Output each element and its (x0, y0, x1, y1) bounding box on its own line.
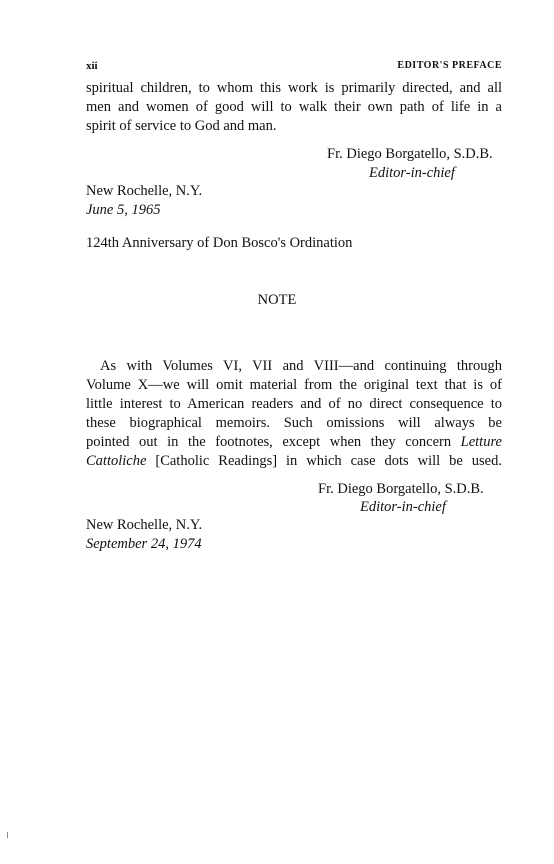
text-line-with-italic (86, 433, 502, 452)
scan-mark (7, 832, 10, 838)
place: New Rochelle, N.Y. (86, 517, 203, 533)
text-line: Volume X—we will omit material from the original text that is of (86, 377, 502, 393)
text-line: spirit of service to God and man. (86, 118, 277, 134)
page-number: xii (86, 60, 98, 72)
italic-title: Letture (460, 434, 502, 450)
text-line: As with Volumes VI, VII and VIII—and continuing through (100, 358, 502, 374)
running-title: EDITOR'S PREFACE (397, 60, 502, 71)
signature-role: Editor-in-chief (360, 499, 446, 515)
text-line: little interest to American readers and of no direct consequence to (86, 396, 502, 412)
running-head (86, 60, 502, 76)
signature-role: Editor-in-chief (369, 165, 455, 181)
occasion-line: 124th Anniversary of Don Bosco's Ordination (86, 235, 353, 251)
text-line: men and women of good will to walk their own path of life in a (86, 99, 502, 115)
date: September 24, 1974 (86, 536, 202, 552)
note-paragraph (86, 357, 502, 471)
signature-name: Fr. Diego Borgatello, S.D.B. (327, 146, 493, 162)
italic-title: Cattoliche (86, 453, 147, 469)
preface-closing-paragraph (86, 79, 502, 136)
text-run: [Catholic Readings] in which case dots will be used. (146, 453, 502, 469)
text-line: spiritual children, to whom this work is primarily directed, and all (86, 80, 502, 96)
note-heading: NOTE (257, 292, 297, 308)
date: June 5, 1965 (86, 202, 161, 218)
text-line-with-italic (86, 452, 502, 471)
place: New Rochelle, N.Y. (86, 183, 203, 199)
text-run: pointed out in the footnotes, except when they concern (86, 434, 461, 450)
signature-name: Fr. Diego Borgatello, S.D.B. (318, 481, 484, 497)
text-line: these biographical memoirs. Such omissions will always be (86, 415, 502, 431)
